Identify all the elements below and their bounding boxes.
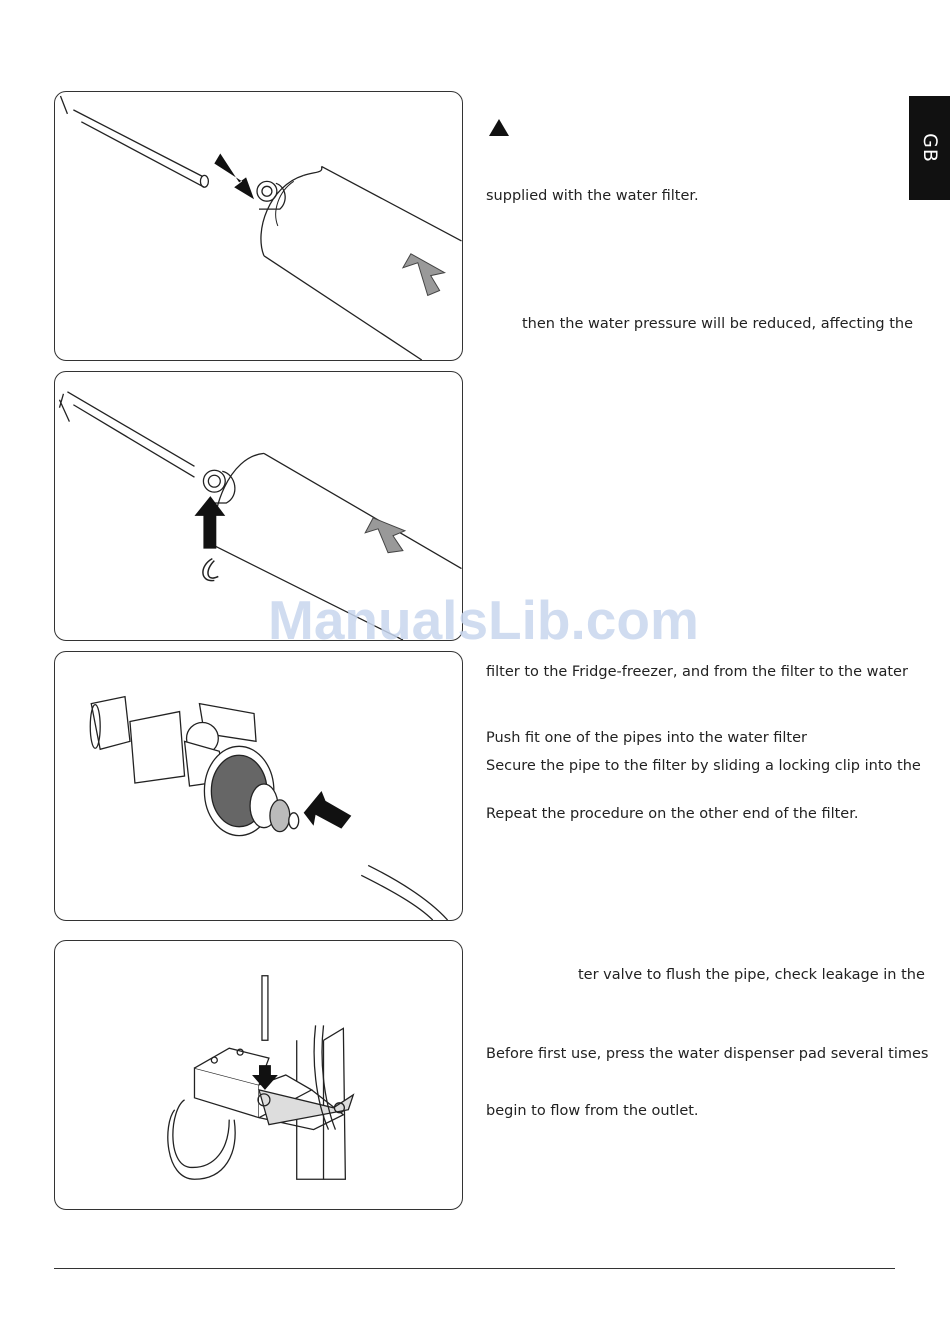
instruction-line-8: Before first use, press the water dispenser pad several times [486, 1046, 929, 1062]
instruction-line-1: supplied with the water filter. [486, 188, 699, 204]
instruction-line-5: Secure the pipe to the filter by sliding a locking clip into the [486, 758, 921, 774]
locking-clip-icon [203, 559, 218, 581]
valve-drawing [55, 652, 462, 920]
arrow-icon [194, 496, 225, 549]
illustration-insert-pipe [54, 91, 463, 361]
instruction-line-2: then the water pressure will be reduced, affecting the [522, 316, 914, 332]
instruction-line-9: begin to flow from the outlet. [486, 1103, 699, 1119]
footer-divider [54, 1268, 895, 1269]
language-tab-label: GB [918, 133, 941, 163]
warning-triangle-icon [489, 119, 509, 136]
arrow-icon [403, 254, 445, 296]
instruction-line-6: Repeat the procedure on the other end of the filter. [486, 806, 859, 822]
filter-pipe-drawing [55, 92, 462, 360]
instruction-line-7: ter valve to flush the pipe, check leakage in the [578, 967, 925, 983]
arrow-icon [365, 518, 405, 553]
instruction-line-3: filter to the Fridge-freezer, and from the filter to the water [486, 664, 908, 680]
arrow-icon [304, 791, 352, 829]
instruction-line-4: Push fit one of the pipes into the water filter [486, 730, 808, 746]
illustration-valve-connection [54, 651, 463, 921]
watermark: ManualsLib.com [268, 589, 699, 651]
language-tab [909, 96, 950, 200]
arrow-icon [214, 154, 254, 200]
illustration-bracket-mount [54, 940, 463, 1210]
bracket-drawing [55, 941, 462, 1209]
